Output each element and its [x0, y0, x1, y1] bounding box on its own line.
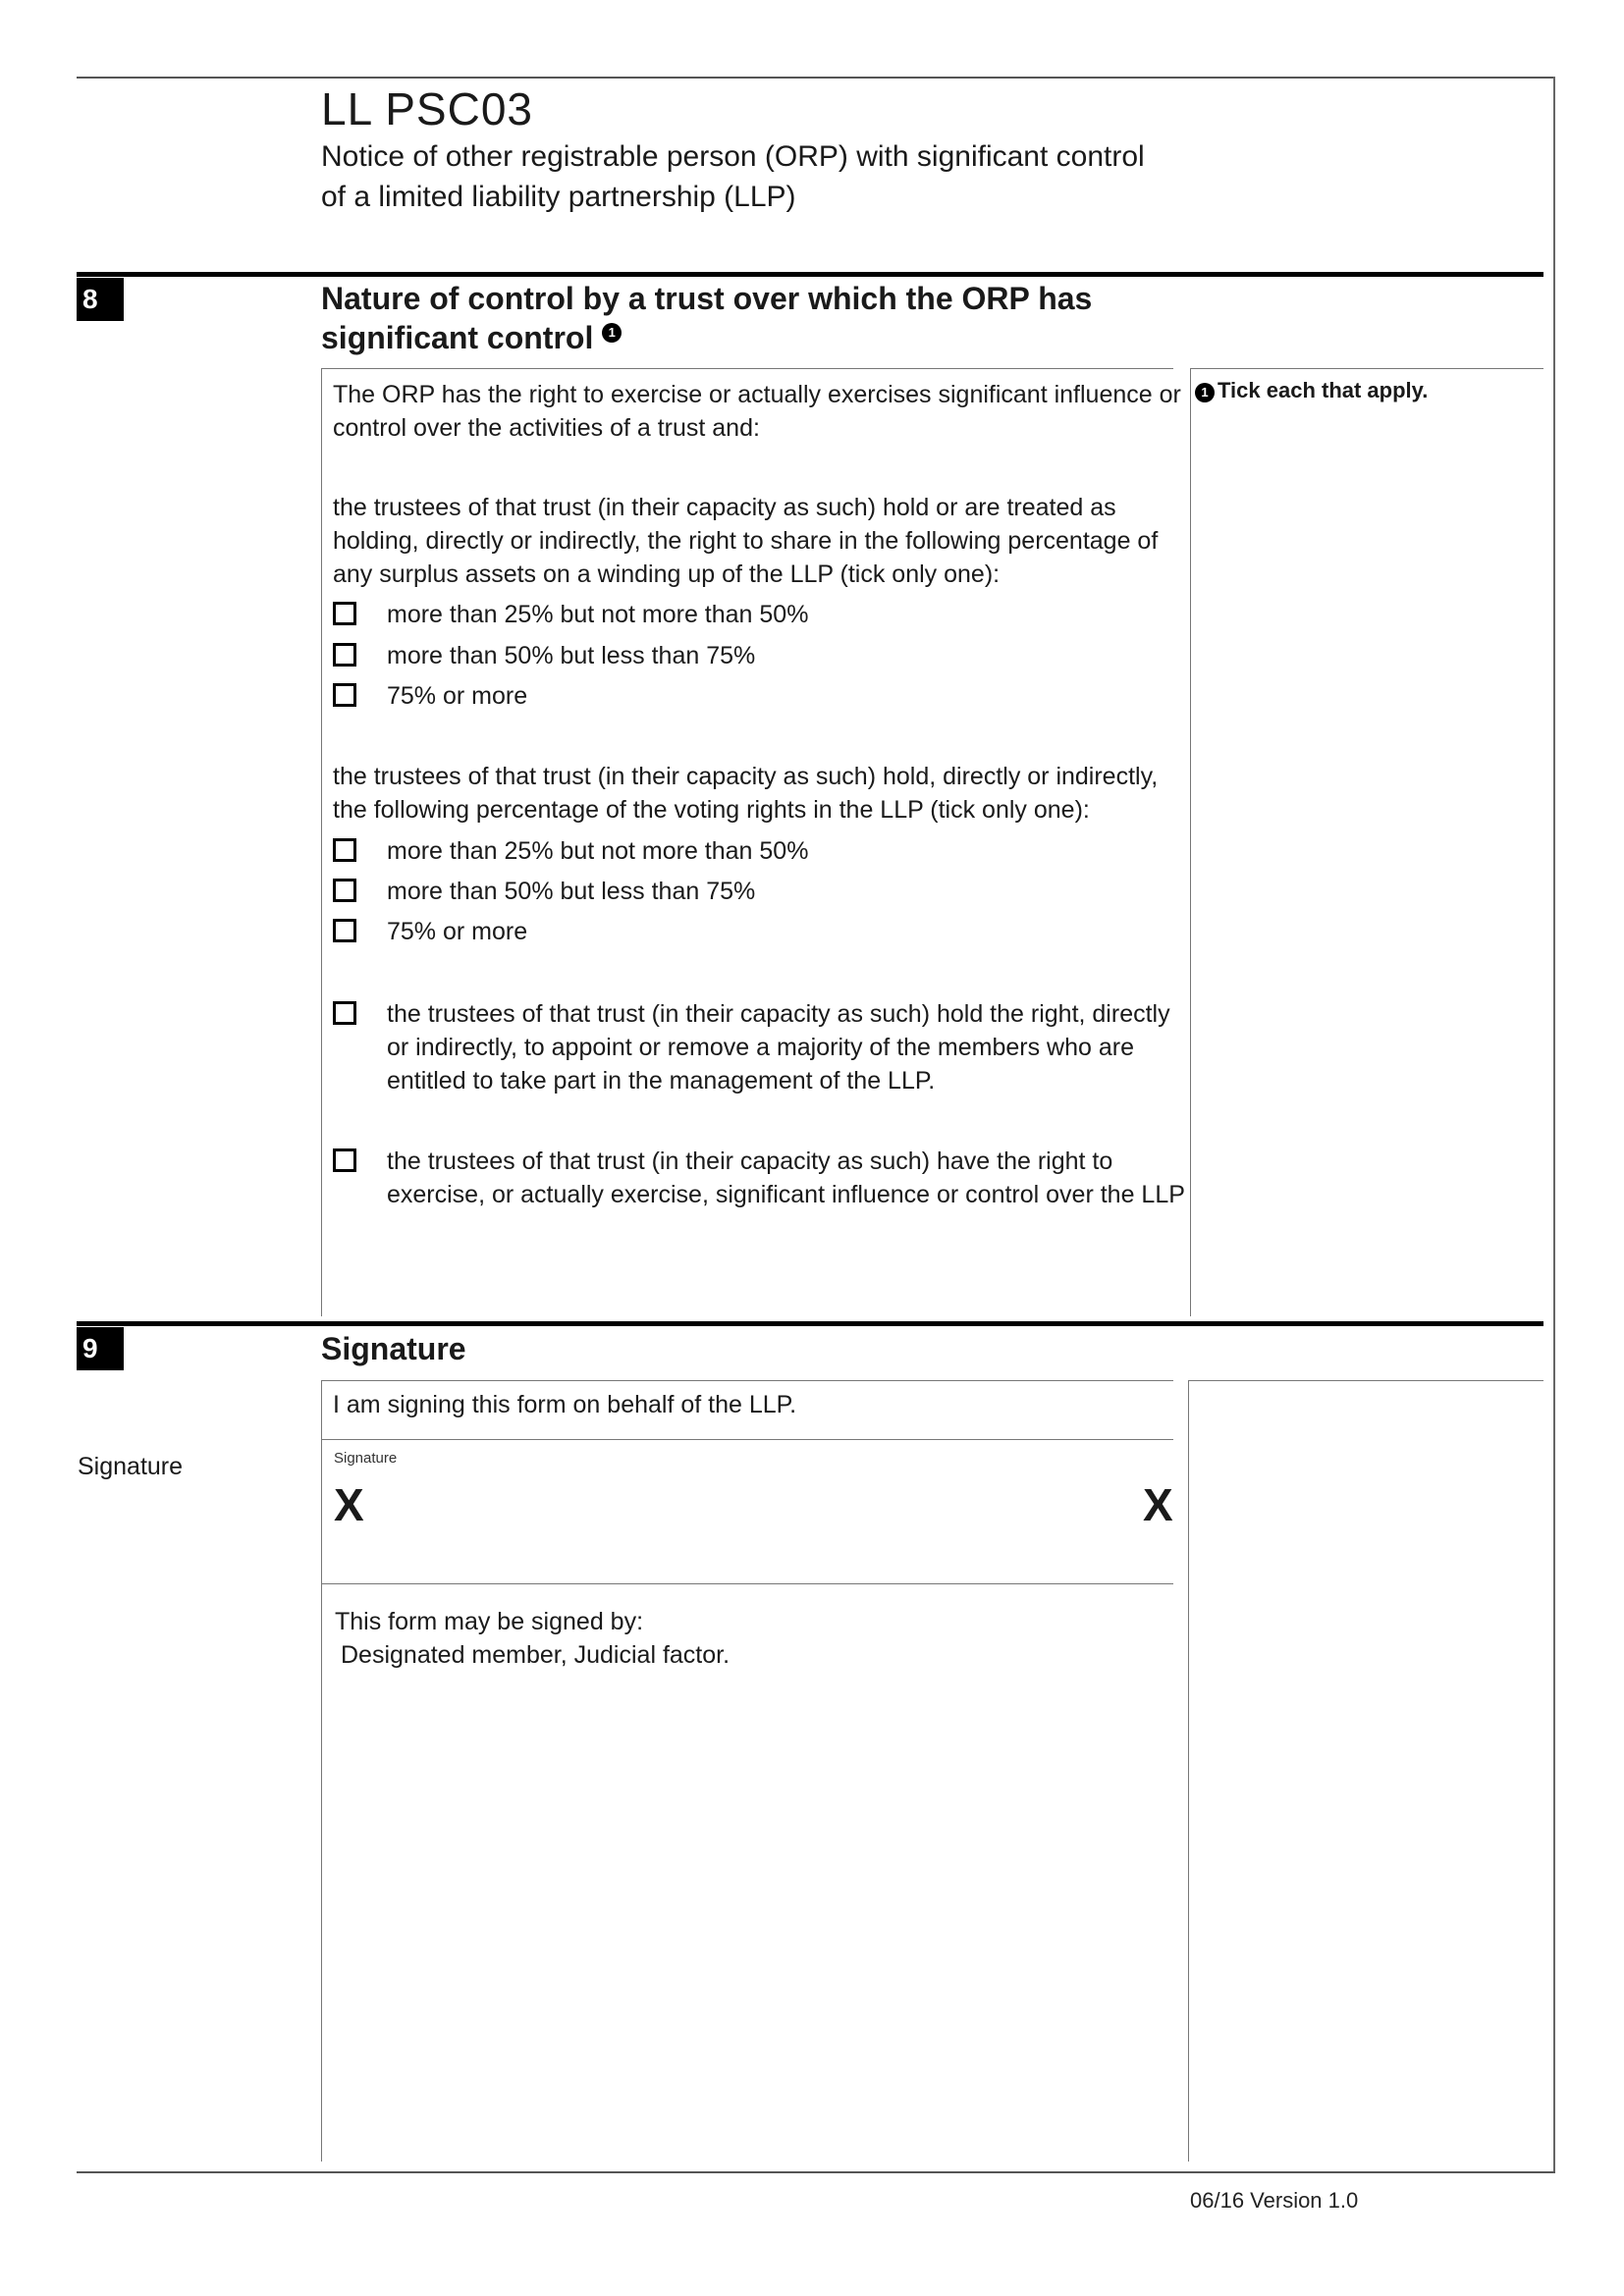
checkbox[interactable]: [333, 1001, 356, 1025]
option-label-line: the trustees of that trust (in their capacity as such) have the right to: [387, 1148, 1113, 1175]
option-label: more than 50% but less than 75%: [387, 878, 756, 905]
group2-intro-line: the following percentage of the voting rights in the LLP (tick only one):: [333, 796, 1090, 824]
sig-note-top: [1188, 1380, 1543, 1381]
option-label-line: exercise, or actually exercise, significant influence or control over the LLP: [387, 1181, 1185, 1208]
section8-intro-line: The ORP has the right to exercise or actually exercises significant influence or: [333, 381, 1181, 408]
option-label: [387, 997, 1170, 1097]
significant-influence-option[interactable]: [333, 1145, 1185, 1211]
group1-option-75-plus[interactable]: [333, 679, 527, 713]
section8-box-left: [321, 368, 322, 1316]
option-label: more than 50% but less than 75%: [387, 642, 756, 669]
group2-option-75-plus[interactable]: [333, 915, 527, 948]
group2-option-25-50[interactable]: [333, 834, 808, 868]
option-label-line: entitled to take part in the management of the LLP.: [387, 1067, 936, 1095]
section8-intro-line: control over the activities of a trust and:: [333, 414, 760, 442]
group2-option-50-75[interactable]: [333, 875, 755, 908]
section8-intro: [333, 378, 1181, 445]
group1-option-25-50[interactable]: [333, 598, 808, 631]
group2-intro-line: the trustees of that trust (in their capacity as such) hold, directly or indirectly,: [333, 763, 1159, 790]
option-label-line: or indirectly, to appoint or remove a majority of the members who are: [387, 1034, 1134, 1061]
section9-title: Signature: [321, 1331, 466, 1366]
group1-intro-line: holding, directly or indirectly, the right to share in the following percentage of: [333, 527, 1159, 555]
group1-option-50-75[interactable]: [333, 639, 755, 672]
section8-number: 8: [77, 278, 124, 321]
option-label: more than 25% but not more than 50%: [387, 601, 809, 628]
signers-info: [335, 1605, 730, 1672]
section8-title-line1: Nature of control by a trust over which the ORP has: [321, 281, 1093, 316]
checkbox[interactable]: [333, 683, 356, 707]
section8-title: [321, 279, 1092, 357]
section8-box-right: [1190, 368, 1191, 1316]
top-border: [77, 77, 1555, 79]
tick-note: [1195, 378, 1428, 403]
option-label: 75% or more: [387, 682, 528, 710]
section9-rule: [77, 1321, 1543, 1326]
group2-intro: [333, 760, 1158, 827]
section9-number: 9: [77, 1327, 124, 1370]
sig-box-top: [321, 1380, 1173, 1381]
signature-start-x-icon: X: [334, 1479, 364, 1530]
right-border: [1553, 77, 1555, 2173]
group1-intro: [333, 491, 1158, 591]
section8-title-line2: [321, 318, 1092, 357]
checkbox[interactable]: [333, 1148, 356, 1172]
checkbox[interactable]: [333, 919, 356, 942]
bottom-border: [77, 2171, 1555, 2173]
section8-note-top: [1190, 368, 1543, 369]
section8-title-line2-text: significant control: [321, 320, 594, 355]
version-footer: 06/16 Version 1.0: [1190, 2188, 1359, 2213]
note-marker-icon: 1: [1195, 383, 1215, 402]
group1-intro-line: the trustees of that trust (in their capacity as such) hold or are treated as: [333, 494, 1116, 521]
checkbox[interactable]: [333, 602, 356, 625]
sig-note-left: [1188, 1380, 1189, 2162]
signing-statement: I am signing this form on behalf of the LLP.: [333, 1391, 797, 1418]
option-label: [387, 1145, 1185, 1211]
signature-left-label: Signature: [78, 1453, 184, 1480]
form-subtitle-line1: Notice of other registrable person (ORP) with significant control: [321, 140, 1145, 173]
signers-line2: Designated member, Judicial factor.: [341, 1641, 731, 1669]
form-code: LL PSC03: [321, 83, 533, 134]
option-label: more than 25% but not more than 50%: [387, 837, 809, 865]
checkbox[interactable]: [333, 643, 356, 667]
form-subtitle-line2: of a limited liability partnership (LLP): [321, 181, 796, 213]
appoint-remove-option[interactable]: [333, 997, 1170, 1097]
section8-rule: [77, 272, 1543, 277]
signers-line1: This form may be signed by:: [335, 1608, 644, 1635]
signature-field-label: Signature: [334, 1450, 398, 1467]
note-marker-icon: 1: [602, 323, 622, 343]
option-label-line: the trustees of that trust (in their capacity as such) hold the right, directly: [387, 1000, 1170, 1028]
tick-note-text: Tick each that apply.: [1218, 378, 1429, 402]
section8-box-top: [321, 368, 1173, 369]
option-label: 75% or more: [387, 918, 528, 945]
checkbox[interactable]: [333, 879, 356, 902]
form-subtitle: [321, 136, 1205, 217]
group1-intro-line: any surplus assets on a winding up of the LLP (tick only one):: [333, 561, 1001, 588]
sig-field-bottom: [321, 1583, 1173, 1584]
signature-field[interactable]: [322, 1440, 1173, 1583]
signature-end-x-icon: X: [1143, 1479, 1173, 1530]
checkbox[interactable]: [333, 838, 356, 862]
